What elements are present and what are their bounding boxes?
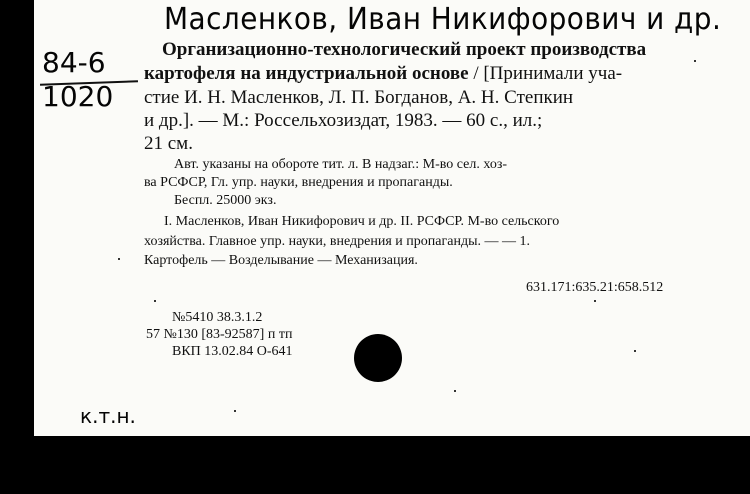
scan-speck: [234, 410, 236, 412]
handwritten-shelf-mark-bottom: 1020: [42, 80, 114, 113]
scan-speck: [694, 60, 696, 62]
tracing-line-2: хозяйства. Главное упр. науки, внедрения и пропаганды. — — 1.: [144, 234, 530, 249]
handwritten-shelf-mark-top: 84-6: [42, 46, 106, 79]
scan-speck: [154, 300, 156, 302]
note-line-1: Авт. указаны на обороте тит. л. В надзаг.: М-во сел. хоз-: [174, 157, 508, 172]
udc-number: 631.171:635.21:658.512: [526, 280, 664, 295]
handwritten-author-heading: Масленков, Иван Никифорович и др.: [164, 2, 722, 37]
description-line-4: и др.]. — М.: Россельхозиздат, 1983. — 60 с., ил.;: [144, 110, 543, 131]
control-line-2: 57 №130 [83-92587] п тп: [146, 327, 293, 342]
description-line-3: стие И. Н. Масленков, Л. П. Богданов, А. Н. Степкин: [144, 87, 574, 108]
scan-speck: [594, 300, 596, 302]
note-line-3: Беспл. 25000 экз.: [174, 193, 277, 208]
handwritten-degree-note: к.т.н.: [80, 404, 136, 428]
scan-speck: [454, 390, 456, 392]
tracing-line-3: Картофель — Возделывание — Механизация.: [144, 253, 418, 268]
card-punch-hole: [354, 334, 402, 382]
title-line-2-rest: / [Принимали уча-: [468, 63, 623, 84]
description-line-5: 21 см.: [144, 133, 193, 154]
title-line-2-bold: картофеля на индустриальной основе: [144, 63, 469, 84]
scan-speck: [634, 350, 636, 352]
title-line-1: Организационно-технологический проект производства: [162, 39, 647, 60]
tracing-line-1: I. Масленков, Иван Никифорович и др. II. РСФСР. М-во сельского: [164, 214, 560, 229]
scan-speck: [118, 258, 120, 260]
control-line-3: ВКП 13.02.84 О-641: [172, 344, 293, 359]
control-line-1: №5410 38.3.1.2: [172, 310, 263, 325]
note-line-2: ва РСФСР, Гл. упр. науки, внедрения и пропаганды.: [144, 175, 453, 190]
catalog-card: [34, 0, 750, 436]
title-line-2: [144, 64, 622, 83]
